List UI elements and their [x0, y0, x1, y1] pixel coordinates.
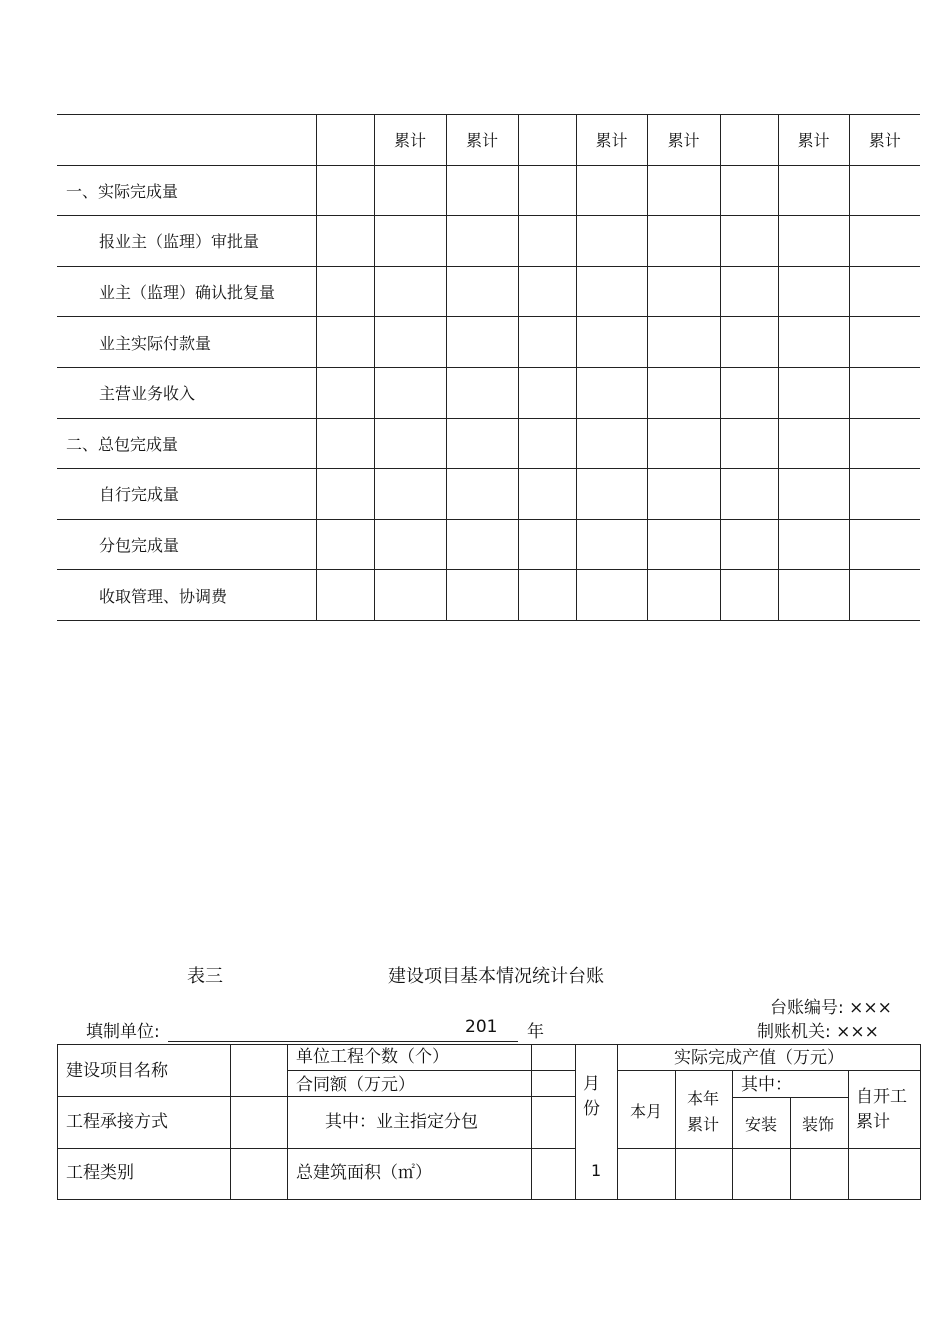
table-cell — [316, 367, 374, 418]
table-header-row — [57, 115, 920, 166]
table-cell — [576, 165, 647, 216]
header-cell — [57, 115, 316, 166]
table-cell — [518, 317, 576, 368]
table-cell — [720, 367, 778, 418]
table-cell — [720, 165, 778, 216]
project-type-label: 工程类别 — [66, 1163, 134, 1183]
table-cell — [647, 570, 720, 621]
table-cell — [576, 317, 647, 368]
table-cell — [576, 266, 647, 317]
row-label: 二、总包完成量 — [57, 418, 316, 469]
header-cell: 累计 — [778, 115, 849, 166]
table-cell — [576, 570, 647, 621]
header-cell: 累计 — [647, 115, 720, 166]
table-cell — [518, 165, 576, 216]
table-cell — [849, 469, 920, 520]
table-cell — [518, 418, 576, 469]
table-cell — [849, 165, 920, 216]
table-cell — [778, 519, 849, 570]
table-cell — [518, 367, 576, 418]
total-area-label: 总建筑面积（㎡） — [296, 1163, 432, 1183]
this-month-label: 本月 — [630, 1102, 663, 1121]
table-cell — [446, 317, 518, 368]
table-row — [57, 418, 920, 469]
row-label: 一、实际完成量 — [57, 165, 316, 216]
table-cell — [518, 519, 576, 570]
header-cell: 累计 — [576, 115, 647, 166]
ledger-number: 台账编号: ××× — [770, 998, 892, 1018]
table-cell — [778, 570, 849, 621]
header-cell — [720, 115, 778, 166]
table-cell — [446, 570, 518, 621]
decoration-label: 装饰 — [802, 1115, 835, 1134]
table-cell — [576, 519, 647, 570]
table-cell — [720, 266, 778, 317]
contract-mode-label: 工程承接方式 — [66, 1112, 168, 1132]
table-cell — [647, 165, 720, 216]
table-cell — [720, 317, 778, 368]
unit-count-label: 单位工程个数（个） — [296, 1047, 449, 1067]
table-cell — [374, 216, 446, 267]
header-cell — [518, 115, 576, 166]
table-cell — [316, 165, 374, 216]
table-row — [57, 570, 920, 621]
table-cell — [374, 519, 446, 570]
table-cell — [316, 216, 374, 267]
table-number: 表三 — [187, 966, 223, 987]
of-which-label: 其中： — [741, 1075, 792, 1095]
table-cell — [316, 469, 374, 520]
contract-amount-label: 合同额（万元） — [296, 1075, 415, 1095]
table-cell — [647, 519, 720, 570]
table-cell — [316, 266, 374, 317]
table-cell — [446, 216, 518, 267]
month-label-2: 份 — [583, 1099, 600, 1119]
header-cell: 累计 — [374, 115, 446, 166]
table-cell — [778, 317, 849, 368]
project-name-label: 建设项目名称 — [66, 1061, 168, 1081]
table-row — [57, 165, 920, 216]
table-cell — [374, 469, 446, 520]
table-cell — [374, 317, 446, 368]
year-cum-label-1: 本年 — [687, 1089, 720, 1108]
table-cell — [446, 519, 518, 570]
unit-label: 填制单位: — [86, 1022, 160, 1042]
table-cell — [778, 165, 849, 216]
row-label: 收取管理、协调费 — [57, 570, 316, 621]
table-cell — [316, 570, 374, 621]
output-table — [57, 114, 920, 621]
table-cell — [778, 266, 849, 317]
year-value: 201 — [465, 1017, 498, 1037]
table-cell — [778, 216, 849, 267]
row-label: 主营业务收入 — [57, 367, 316, 418]
table-row — [57, 317, 920, 368]
table-cell — [576, 216, 647, 267]
table-cell — [316, 317, 374, 368]
table-cell — [778, 469, 849, 520]
table-cell — [446, 165, 518, 216]
header-cell: 累计 — [446, 115, 518, 166]
table-cell — [849, 266, 920, 317]
table-cell — [849, 418, 920, 469]
table-cell — [720, 519, 778, 570]
year-cum-label-2: 累计 — [687, 1115, 720, 1134]
header-cell — [316, 115, 374, 166]
table-cell — [446, 266, 518, 317]
table-row — [57, 519, 920, 570]
since-start-label-2: 累计 — [856, 1112, 890, 1132]
table-cell — [647, 216, 720, 267]
table-cell — [446, 367, 518, 418]
table-cell — [518, 469, 576, 520]
table-cell — [720, 418, 778, 469]
table-cell — [374, 367, 446, 418]
table-cell — [647, 418, 720, 469]
table-cell — [374, 570, 446, 621]
table-cell — [576, 469, 647, 520]
table-cell — [446, 469, 518, 520]
table-cell — [647, 317, 720, 368]
row-label: 业主（监理）确认批复量 — [57, 266, 316, 317]
table-cell — [647, 266, 720, 317]
table-cell — [849, 367, 920, 418]
table-cell — [778, 418, 849, 469]
table-cell — [518, 216, 576, 267]
table-row — [57, 216, 920, 267]
table-cell — [849, 317, 920, 368]
table-row — [57, 367, 920, 418]
year-label: 年 — [527, 1022, 544, 1042]
authority: 制账机关: ××× — [757, 1022, 879, 1042]
table-cell — [647, 469, 720, 520]
actual-output-label: 实际完成产值（万元） — [674, 1048, 844, 1068]
table-cell — [849, 570, 920, 621]
row-label: 分包完成量 — [57, 519, 316, 570]
table-cell — [720, 570, 778, 621]
table-row — [57, 469, 920, 520]
header-cell: 累计 — [849, 115, 920, 166]
month-label-1: 月 — [583, 1074, 600, 1094]
table-cell — [446, 418, 518, 469]
table-cell — [518, 266, 576, 317]
form-title: 建设项目基本情况统计台账 — [388, 966, 604, 987]
row-label: 报业主（监理）审批量 — [57, 216, 316, 267]
table-cell — [647, 367, 720, 418]
table-row — [57, 266, 920, 317]
designated-sub-label: 其中：业主指定分包 — [325, 1112, 478, 1132]
table-cell — [778, 367, 849, 418]
since-start-label-1: 自开工 — [856, 1087, 907, 1107]
table-cell — [849, 216, 920, 267]
table-cell — [374, 266, 446, 317]
table-cell — [720, 469, 778, 520]
month-value: 1 — [591, 1161, 602, 1180]
table-cell — [576, 418, 647, 469]
table-cell — [849, 519, 920, 570]
table-cell — [518, 570, 576, 621]
table-cell — [374, 418, 446, 469]
table-cell — [720, 216, 778, 267]
table-cell — [316, 418, 374, 469]
table-cell — [316, 519, 374, 570]
table-cell — [576, 367, 647, 418]
row-label: 业主实际付款量 — [57, 317, 316, 368]
install-label: 安装 — [745, 1115, 778, 1134]
row-label: 自行完成量 — [57, 469, 316, 520]
table-cell — [374, 165, 446, 216]
